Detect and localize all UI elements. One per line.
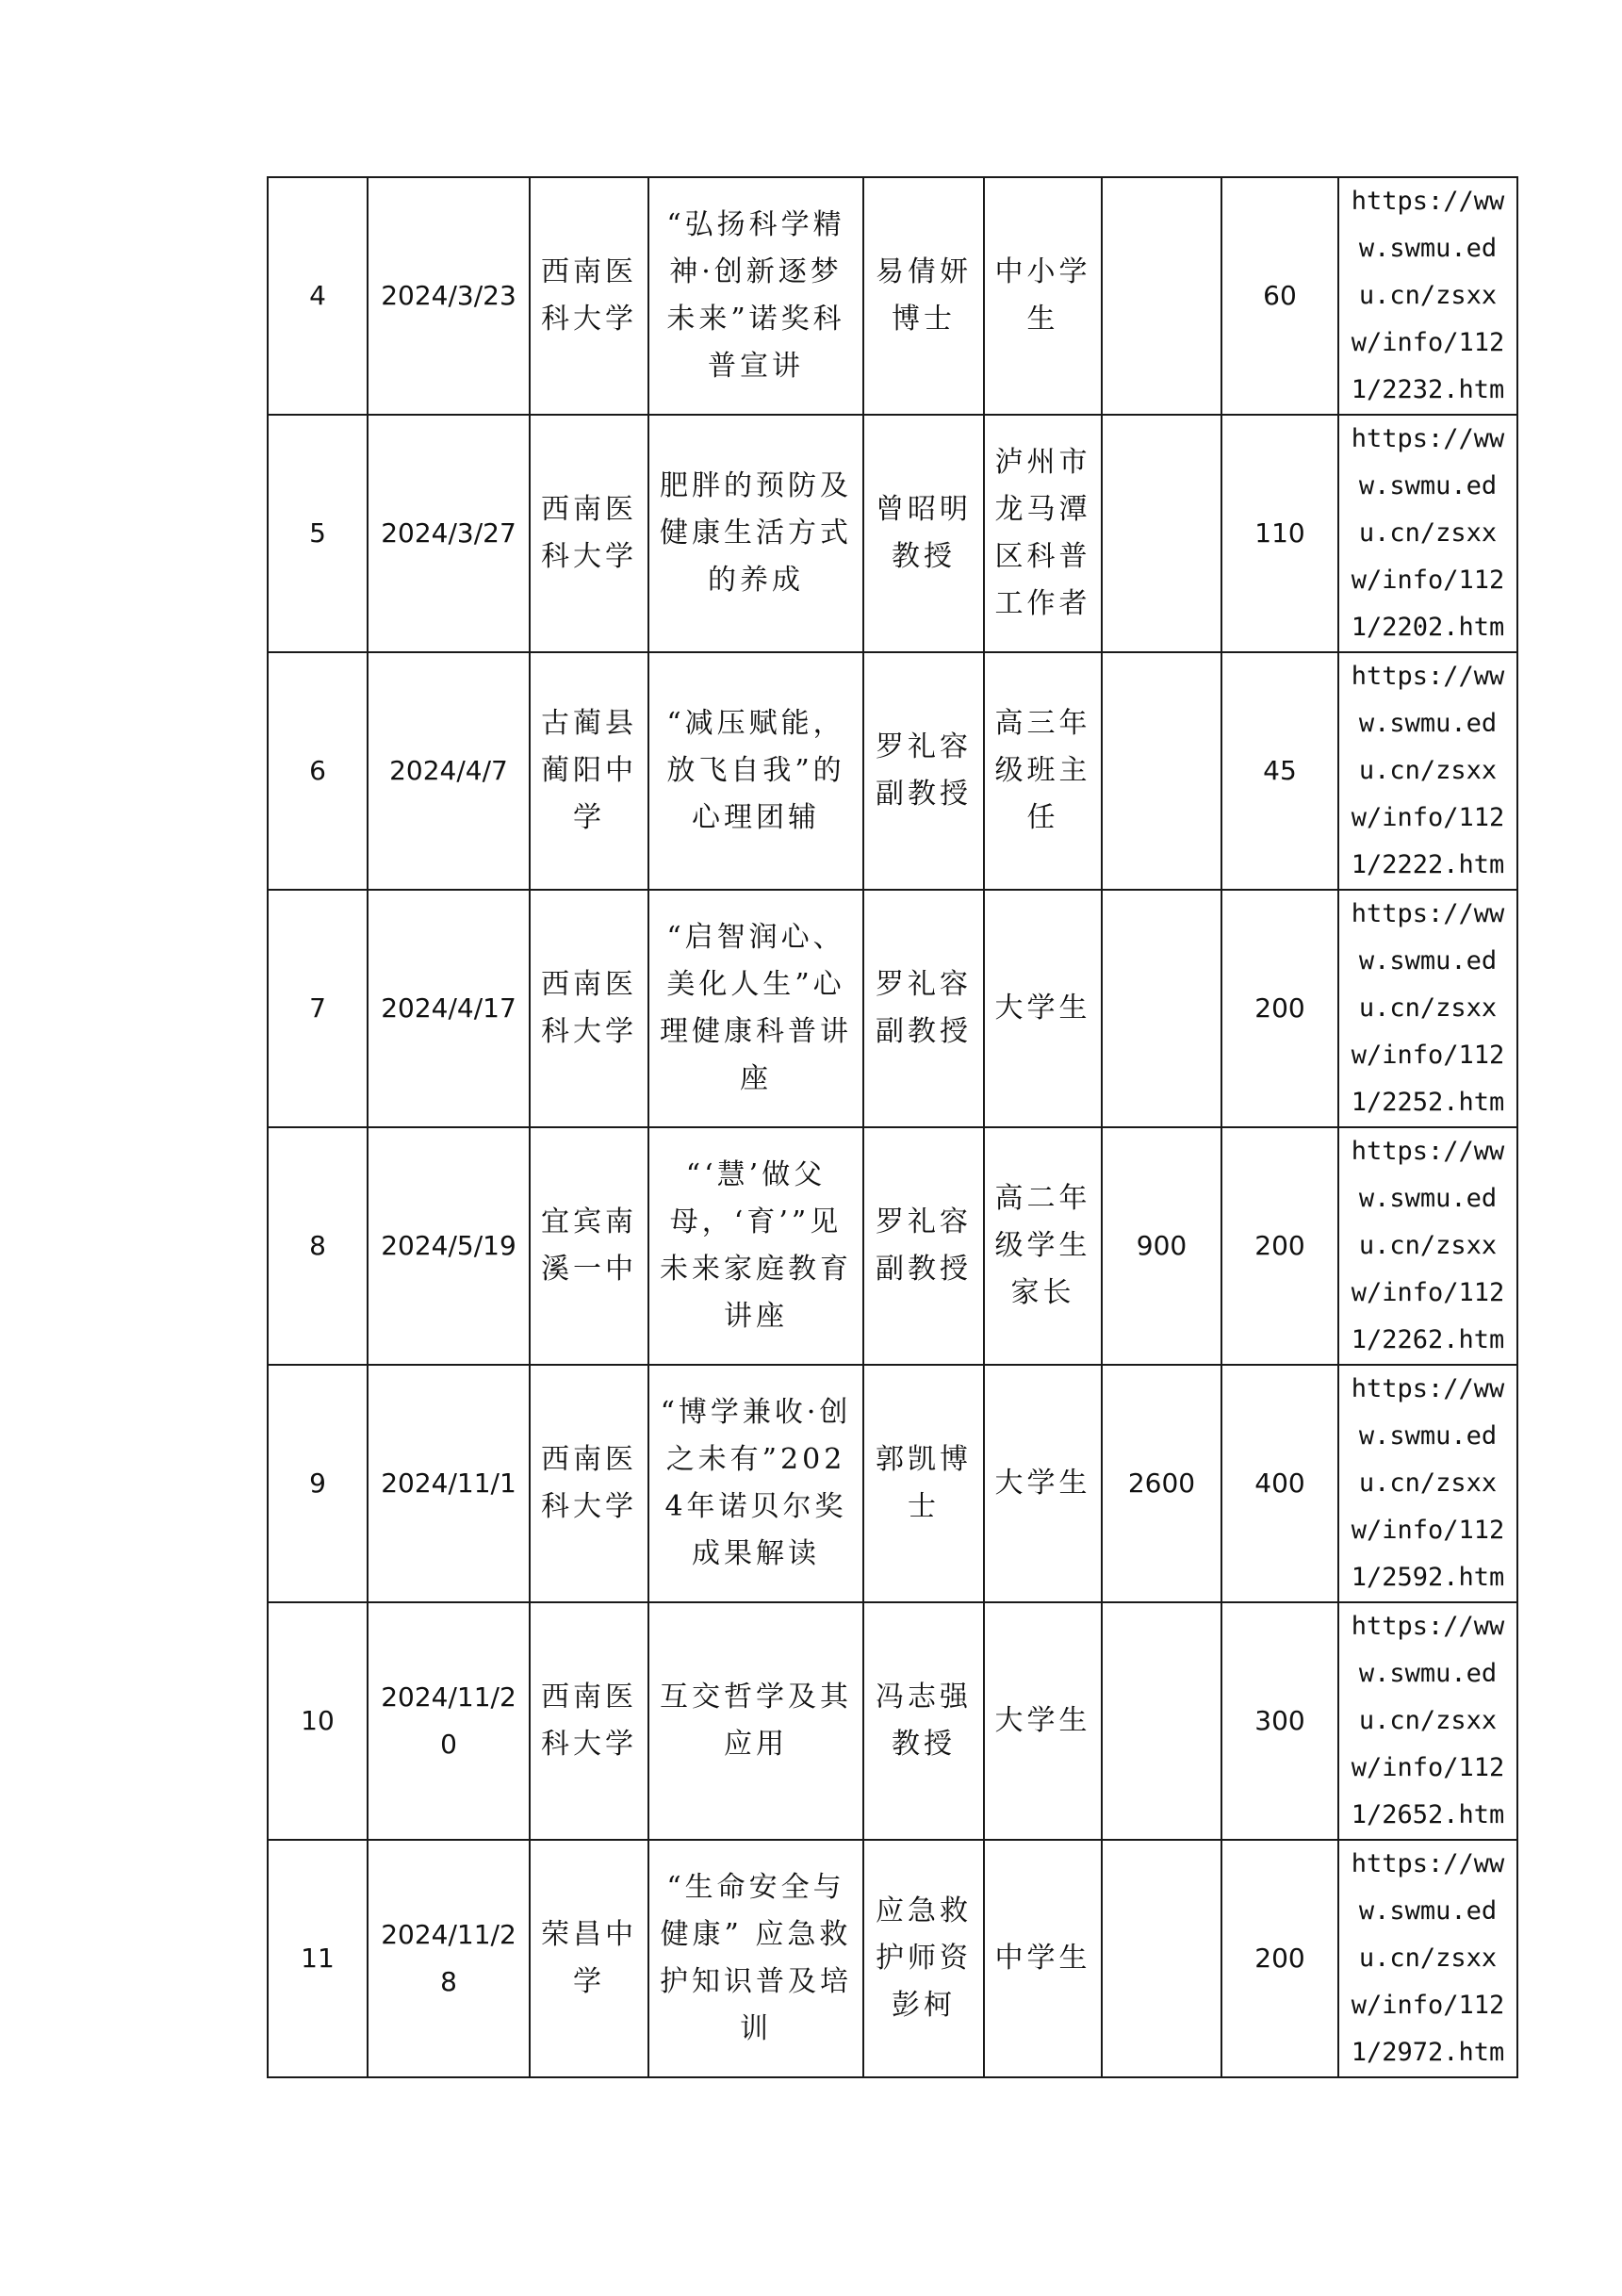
cell-offline-count: 200 xyxy=(1221,890,1338,1127)
cell-title: “弘扬科学精神·创新逐梦未来”诺奖科普宣讲 xyxy=(648,177,863,415)
cell-index: 9 xyxy=(268,1365,368,1602)
cell-location: 西南医科大学 xyxy=(530,1602,648,1840)
cell-location: 西南医科大学 xyxy=(530,415,648,652)
cell-index: 8 xyxy=(268,1127,368,1365)
table-row xyxy=(268,1127,1517,1365)
cell-index: 11 xyxy=(268,1840,368,2077)
cell-link: https://www.swmu.edu.cn/zsxxw/info/1121/2232.htm xyxy=(1338,177,1517,415)
table-row xyxy=(268,1840,1517,2077)
cell-speaker: 应急救护师资彭柯 xyxy=(863,1840,984,2077)
cell-online-count: 2600 xyxy=(1102,1365,1221,1602)
cell-speaker: 曾昭明教授 xyxy=(863,415,984,652)
cell-speaker: 罗礼容副教授 xyxy=(863,1127,984,1365)
cell-audience: 中学生 xyxy=(984,1840,1102,2077)
cell-location: 宜宾南溪一中 xyxy=(530,1127,648,1365)
cell-speaker: 易倩妍博士 xyxy=(863,177,984,415)
cell-speaker: 罗礼容副教授 xyxy=(863,652,984,890)
cell-index: 5 xyxy=(268,415,368,652)
cell-audience: 大学生 xyxy=(984,890,1102,1127)
cell-title: 肥胖的预防及健康生活方式的养成 xyxy=(648,415,863,652)
table-row xyxy=(268,1602,1517,1840)
cell-online-count xyxy=(1102,1840,1221,2077)
cell-offline-count: 60 xyxy=(1221,177,1338,415)
cell-index: 4 xyxy=(268,177,368,415)
cell-online-count xyxy=(1102,415,1221,652)
cell-title: “博学兼收·创之未有”2024年诺贝尔奖成果解读 xyxy=(648,1365,863,1602)
cell-date: 2024/11/20 xyxy=(368,1602,530,1840)
cell-offline-count: 45 xyxy=(1221,652,1338,890)
cell-audience: 高二年级学生家长 xyxy=(984,1127,1102,1365)
cell-index: 6 xyxy=(268,652,368,890)
cell-link: https://www.swmu.edu.cn/zsxxw/info/1121/2222.htm xyxy=(1338,652,1517,890)
activity-table xyxy=(267,176,1518,2078)
cell-online-count: 900 xyxy=(1102,1127,1221,1365)
cell-location: 西南医科大学 xyxy=(530,177,648,415)
cell-date: 2024/4/7 xyxy=(368,652,530,890)
cell-location: 荣昌中学 xyxy=(530,1840,648,2077)
cell-link: https://www.swmu.edu.cn/zsxxw/info/1121/2262.htm xyxy=(1338,1127,1517,1365)
cell-offline-count: 110 xyxy=(1221,415,1338,652)
cell-audience: 中小学生 xyxy=(984,177,1102,415)
cell-speaker: 罗礼容副教授 xyxy=(863,890,984,1127)
cell-date: 2024/4/17 xyxy=(368,890,530,1127)
cell-link: https://www.swmu.edu.cn/zsxxw/info/1121/2592.htm xyxy=(1338,1365,1517,1602)
cell-title: “生命安全与健康” 应急救护知识普及培训 xyxy=(648,1840,863,2077)
cell-date: 2024/5/19 xyxy=(368,1127,530,1365)
cell-location: 古蔺县蔺阳中学 xyxy=(530,652,648,890)
table-body xyxy=(268,177,1517,2077)
cell-online-count xyxy=(1102,652,1221,890)
cell-link: https://www.swmu.edu.cn/zsxxw/info/1121/2972.htm xyxy=(1338,1840,1517,2077)
cell-offline-count: 400 xyxy=(1221,1365,1338,1602)
cell-link: https://www.swmu.edu.cn/zsxxw/info/1121/2202.htm xyxy=(1338,415,1517,652)
cell-date: 2024/3/27 xyxy=(368,415,530,652)
table-row xyxy=(268,890,1517,1127)
cell-title: “‘慧’做父母，‘育’”见未来家庭教育讲座 xyxy=(648,1127,863,1365)
cell-audience: 大学生 xyxy=(984,1602,1102,1840)
cell-location: 西南医科大学 xyxy=(530,890,648,1127)
cell-audience: 高三年级班主任 xyxy=(984,652,1102,890)
cell-date: 2024/11/28 xyxy=(368,1840,530,2077)
cell-title: “启智润心、美化人生”心理健康科普讲座 xyxy=(648,890,863,1127)
table-row xyxy=(268,177,1517,415)
cell-online-count xyxy=(1102,890,1221,1127)
cell-title: “减压赋能，放飞自我”的心理团辅 xyxy=(648,652,863,890)
cell-offline-count: 200 xyxy=(1221,1127,1338,1365)
cell-offline-count: 200 xyxy=(1221,1840,1338,2077)
cell-link: https://www.swmu.edu.cn/zsxxw/info/1121/2652.htm xyxy=(1338,1602,1517,1840)
cell-online-count xyxy=(1102,1602,1221,1840)
cell-link: https://www.swmu.edu.cn/zsxxw/info/1121/2252.htm xyxy=(1338,890,1517,1127)
cell-offline-count: 300 xyxy=(1221,1602,1338,1840)
cell-audience: 泸州市龙马潭区科普工作者 xyxy=(984,415,1102,652)
cell-online-count xyxy=(1102,177,1221,415)
cell-audience: 大学生 xyxy=(984,1365,1102,1602)
cell-index: 7 xyxy=(268,890,368,1127)
cell-date: 2024/3/23 xyxy=(368,177,530,415)
cell-speaker: 郭凯博士 xyxy=(863,1365,984,1602)
cell-title: 互交哲学及其应用 xyxy=(648,1602,863,1840)
table-row xyxy=(268,652,1517,890)
cell-location: 西南医科大学 xyxy=(530,1365,648,1602)
table-row xyxy=(268,415,1517,652)
cell-index: 10 xyxy=(268,1602,368,1840)
cell-speaker: 冯志强教授 xyxy=(863,1602,984,1840)
cell-date: 2024/11/1 xyxy=(368,1365,530,1602)
table-row xyxy=(268,1365,1517,1602)
